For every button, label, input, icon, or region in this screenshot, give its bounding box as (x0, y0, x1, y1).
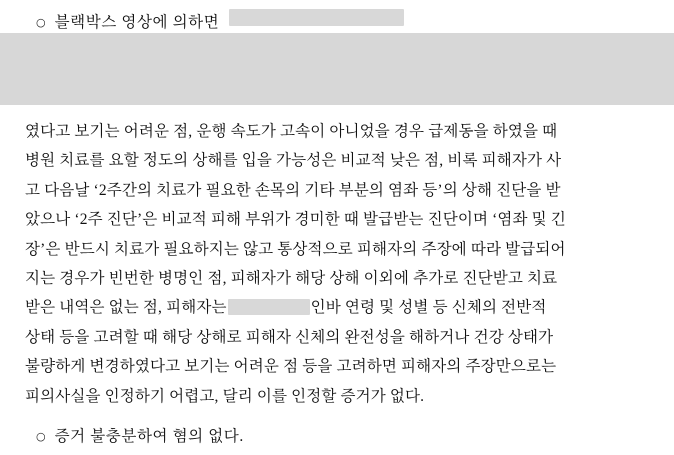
body-line: 상태 등을 고려할 때 해당 상해로 피해자 신체의 완전성을 해하거나 건강 상태가 (25, 328, 554, 346)
body-paragraph (25, 117, 655, 411)
body-line-segment-after: 인바 연령 및 성별 등 신체의 전반적 (310, 299, 547, 317)
body-line: 지는 경우가 빈번한 병명인 점, 피해자가 해당 상해 이외에 추가로 진단받고 치료 (25, 270, 558, 288)
body-line-with-redaction (25, 293, 655, 322)
closing-bullet-line (36, 424, 244, 446)
bullet-circle-icon: ○ (36, 16, 46, 29)
heading-text: 블랙박스 영상에 의하면 (54, 14, 220, 31)
redaction-block-inline (228, 299, 310, 315)
body-line: 불량하게 변경하였다고 보기는 어려운 점 등을 고려하면 피해자의 주장만으로는 (25, 358, 557, 376)
body-line: 였다고 보기는 어려운 점, 운행 속도가 고속이 아니었을 경우 급제동을 하였을 때 (25, 123, 558, 140)
heading-bullet-line (36, 10, 404, 32)
body-line: 장’은 반드시 치료가 필요하지는 않고 통상적으로 피해자의 주장에 따라 발급되어 (25, 240, 566, 258)
body-line: 고 다음날 ‘2주간의 치료가 필요한 손목의 기타 부분의 염좌 등’의 상해 진단을 받 (25, 181, 561, 199)
closing-text: 증거 불충분하여 혐의 없다. (54, 428, 244, 445)
body-line-segment-before: 받은 내역은 없는 점, 피해자는 (25, 299, 227, 317)
body-line: 병원 치료를 요할 정도의 상해를 입을 가능성은 비교적 낮은 점, 비록 피해자가 사 (25, 152, 562, 170)
redaction-block-band (0, 33, 674, 105)
bullet-circle-icon: ○ (36, 430, 46, 443)
redaction-block-heading (229, 9, 404, 26)
body-line: 피의사실을 인정하기 어렵고, 달리 이를 인정할 증거가 없다. (25, 387, 425, 405)
body-line: 았으나 ‘2주 진단’은 비교적 피해 부위가 경미한 때 발급받는 진단이며 ‘염좌 및 긴 (25, 211, 566, 229)
